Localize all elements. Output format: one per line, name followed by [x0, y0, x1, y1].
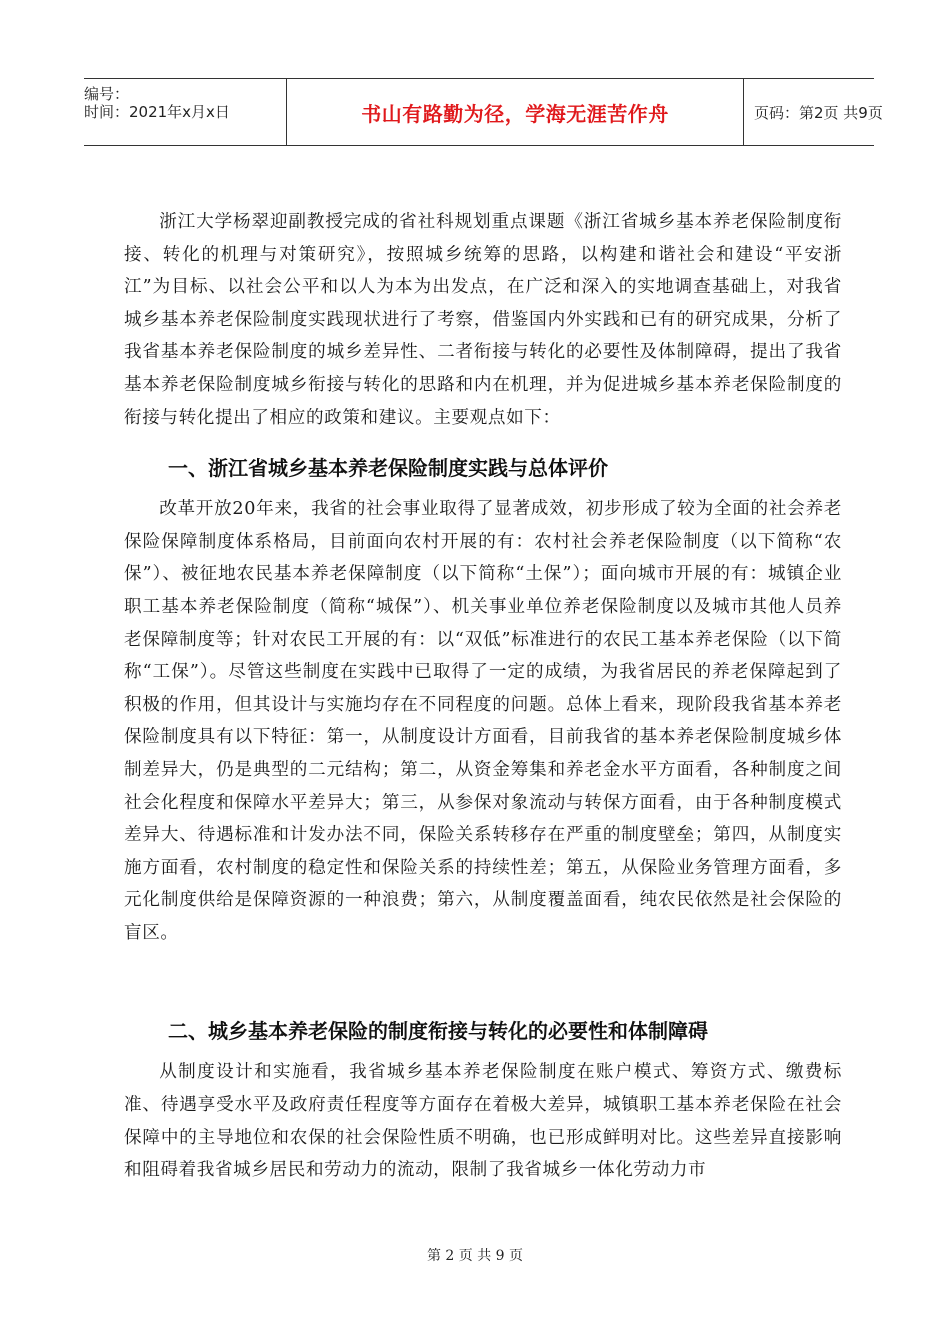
section-2-paragraph: 从制度设计和实施看，我省城乡基本养老保险制度在账户模式、筹资方式、缴费标准、待遇享受水平及政府责任程度等方面存在着极大差异，城镇职工基本养老保险在社会保障中的主导地位和农保的社会保险性质不明确，也已形成鲜明对比。这些差异直接影响和阻碍着我省城乡居民和劳动力的流动，限制了我省城乡一体化劳动力市: [124, 1062, 842, 1181]
section-1-paragraph: 改革开放20年来，我省的社会事业取得了显著成效，初步形成了较为全面的社会养老保险保障制度体系格局，目前面向农村开展的有：农村社会养老保险制度（以下简称“农保”）、被征地农民基本养老保障制度（以下简称“土保”）；面向城市开展的有：城镇企业职工基本养老保险制度（简称“城保”）、机关事业单位养老保险制度以及城市其他人员养老保障制度等；针对农民工开展的有：以“双低”标准进行的农民工基本养老保险（以下简称“工保”）。尽管这些制度在实践中已取得了一定的成绩，为我省居民的养老保障起到了积极的作用，但其设计与实施均存在不同程度的问题。总体上看来，现阶段我省基本养老保险制度具有以下特征：第一，从制度设计方面看，目前我省的基本养老保险制度城乡体制差异大，仍是典型的二元结构；第二，从资金筹集和养老金水平方面看，各种制度之间社会化程度和保障水平差异大；第三，从参保对象流动与转保方面看，由于各种制度模式差异大、待遇标准和计发办法不同，保险关系转移存在严重的制度壁垒；第四，从制度实施方面看，农村制度的稳定性和保险关系的持续性差；第五，从保险业务管理方面看，多元化制度供给是保障资源的一种浪费；第六，从制度覆盖面看，纯农民依然是社会保险的盲区。: [124, 499, 842, 943]
document-number-label: 编号：: [84, 85, 130, 103]
section-2-heading: 二、城乡基本养老保险的制度衔接与转化的必要性和体制障碍: [168, 1019, 708, 1044]
page-header: [84, 78, 883, 146]
page-footer: 第 2 页 共 9 页: [426, 1248, 524, 1264]
intro-paragraph: 浙江大学杨翠迎副教授完成的省社科规划重点课题《浙江省城乡基本养老保险制度衔接、转化的机理与对策研究》，按照城乡统筹的思路，以构建和谐社会和建设“平安浙江”为目标、以社会公平和以人为本为出发点，在广泛和深入的实地调查基础上，对我省城乡基本养老保险制度实践现状进行了考察，借鉴国内外实践和已有的研究成果，分析了我省基本养老保险制度的城乡差异性、二者衔接与转化的必要性及体制障碍，提出了我省基本养老保险制度城乡衔接与转化的思路和内在机理，并为促进城乡基本养老保险制度的衔接与转化提出了相应的政策和建议。主要观点如下：: [124, 212, 842, 428]
document-time-label: 时间：2021年x月x日: [84, 103, 230, 121]
header-info: [84, 79, 286, 145]
header-page-number: 页码：第2页 共9页: [754, 103, 883, 122]
header-motto: 书山有路勤为径，学海无涯苦作舟: [286, 79, 744, 145]
document-body: [124, 206, 842, 1187]
section-1-heading: 一、浙江省城乡基本养老保险制度实践与总体评价: [168, 456, 608, 481]
